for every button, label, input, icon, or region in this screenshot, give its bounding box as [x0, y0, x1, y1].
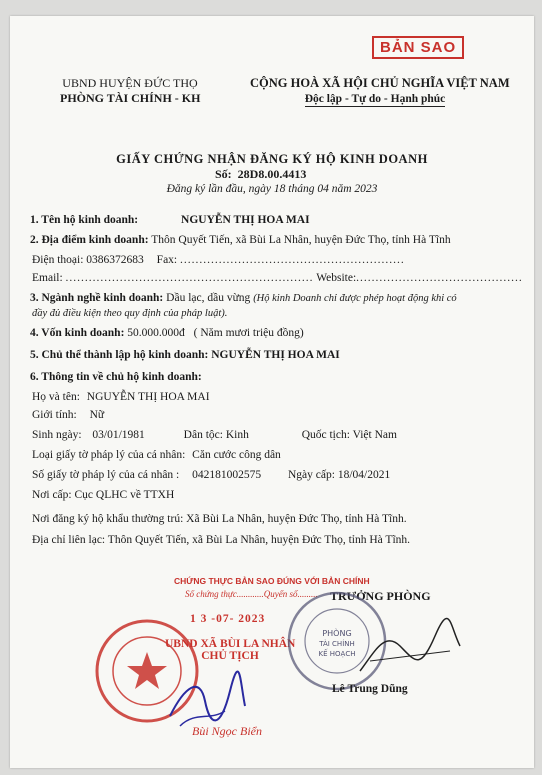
certification-text: CHỨNG THỰC BẢN SAO ĐÚNG VỚI BẢN CHÍNH — [174, 576, 370, 586]
signature-head-icon — [355, 616, 465, 686]
certification-number: Số chứng thực............Quyển số......... — [185, 589, 318, 599]
country-name: CỘNG HOÀ XÃ HỘI CHỦ NGHĨA VIỆT NAM — [250, 76, 510, 90]
document-title: GIẤY CHỨNG NHẬN ĐĂNG KÝ HỘ KINH DOANH — [116, 152, 428, 166]
business-line-row: 3. Ngành nghề kinh doanh: Dầu lạc, dầu vừng (Hộ kinh Doanh chỉ được phép hoạt động khi có — [30, 292, 457, 304]
issuer-district: UBND HUYỆN ĐỨC THỌ — [62, 76, 198, 90]
email-website-row: Email: ................................................................ Website:........................................... — [32, 272, 523, 284]
svg-text:TÀI CHÍNH: TÀI CHÍNH — [319, 640, 355, 648]
business-name-row: 1. Tên hộ kinh doanh: NGUYỄN THỊ HOA MAI — [30, 214, 310, 226]
issuer-block — [60, 76, 200, 106]
certification-date: 1 3 -07- 2023 — [190, 613, 266, 625]
id-number-row: Số giấy tờ pháp lý của cá nhân : 042181002575 Ngày cấp: 18/04/2021 — [32, 469, 391, 481]
contact-address-row: Địa chỉ liên lạc: Thôn Quyết Tiến, xã Bùi La Nhân, huyện Đức Thọ, tỉnh Hà Tĩnh. — [32, 534, 411, 546]
permanent-address-row: Nơi đăng ký hộ khẩu thường trú: Xã Bùi La Nhân, huyện Đức Thọ, tỉnh Hà Tĩnh. — [32, 513, 407, 525]
id-type-row: Loại giấy tờ pháp lý của cá nhân: Căn cước công dân — [32, 449, 281, 461]
head-name: Lê Trung Dũng — [332, 683, 408, 695]
commune-authority: UBND XÃ BÙI LA NHÂN CHỦ TỊCH — [165, 638, 296, 662]
business-line-note: đầy đủ điều kiện theo quy định của pháp luật). — [32, 308, 228, 319]
founder-row: 5. Chủ thể thành lập hộ kinh doanh: NGUYỄN THỊ HOA MAI — [30, 349, 340, 361]
owner-info-heading: 6. Thông tin về chủ hộ kinh doanh: — [30, 371, 202, 383]
commune-signer-name: Bùi Ngọc Biển — [192, 724, 262, 738]
head-title: TRƯỞNG PHÒNG — [330, 589, 431, 603]
motto: Độc lập - Tự do - Hạnh phúc — [304, 93, 446, 105]
gender-row: Giới tính: Nữ — [32, 409, 105, 421]
certificate-page — [10, 16, 534, 768]
copy-stamp: BẢN SAO — [372, 36, 464, 59]
registration-date: Đăng ký lần đầu, ngày 18 tháng 04 năm 2023 — [166, 183, 378, 195]
dob-row: Sinh ngày: 03/01/1981 Dân tộc: Kinh Quốc tịch: Việt Nam — [32, 429, 397, 441]
issuer-office: PHÒNG TÀI CHÍNH - KH — [60, 91, 201, 105]
issued-by-row: Nơi cấp: Cục QLHC về TTXH — [32, 489, 175, 501]
capital-row: 4. Vốn kinh doanh: 50.000.000đ ( Năm mươi triệu đồng) — [30, 327, 304, 339]
business-address-row: 2. Địa điểm kinh doanh: Thôn Quyết Tiến, xã Bùi La Nhân, huyện Đức Thọ, tỉnh Hà Tĩnh — [30, 234, 451, 246]
national-motto-block — [250, 76, 510, 107]
phone-fax-row: Điện thoại: 0386372683 Fax: .......................................................... — [32, 254, 405, 266]
svg-text:PHÒNG: PHÒNG — [322, 629, 352, 638]
owner-name-row: Họ và tên: NGUYỄN THỊ HOA MAI — [32, 391, 210, 403]
svg-text:KẾ HOẠCH: KẾ HOẠCH — [318, 650, 356, 658]
registration-number: Số: 28D8.00.4413 — [215, 167, 307, 181]
